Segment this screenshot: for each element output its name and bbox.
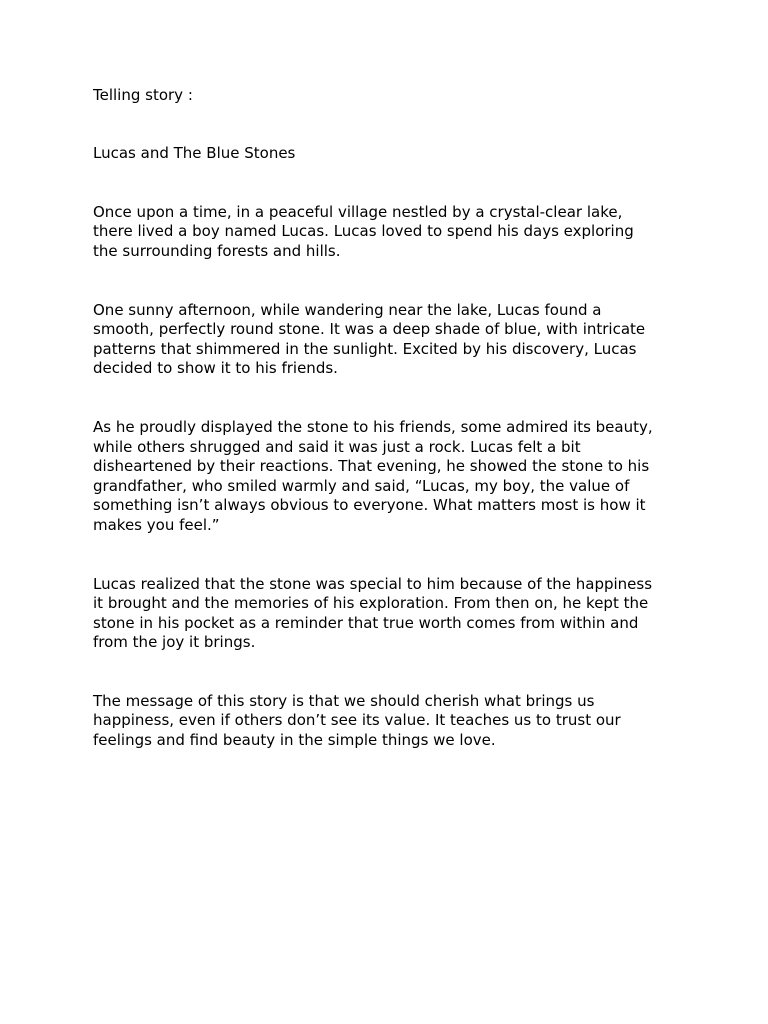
story-title: Lucas and The Blue Stones	[93, 144, 296, 163]
paragraph-spacer	[93, 379, 683, 418]
document-body	[93, 86, 683, 751]
paragraph-spacer	[93, 106, 683, 145]
paragraph-spacer	[93, 536, 683, 575]
story-moral-paragraph: The message of this story is that we should cherish what brings us happiness, even if others don’t see its value. It teaches us to trust our feelings and find beauty in the simple things we love.	[93, 691, 621, 750]
paragraph-3: As he proudly displayed the stone to his friends, some admired its beauty, while others shrugged and said it was just a rock. Lucas felt a bit disheartened by their reactions. That evening, he showed the stone to his grandfather, who smiled warmly and said, “Lucas, my boy, the value of something isn’t always obvious to everyone. What matters most is how it makes you feel.”	[93, 417, 653, 534]
paragraph-4: Lucas realized that the stone was special to him because of the happiness it brought and the memories of his exploration. From then on, he kept the stone in his pocket as a reminder that true worth comes from within and from the joy it brings.	[93, 574, 653, 652]
paragraph-spacer	[93, 164, 683, 203]
paragraph-1: Once upon a time, in a peaceful village nestled by a crystal-clear lake, there lived a boy named Lucas. Lucas loved to spend his days exploring the surrounding forests and hills.	[93, 202, 634, 260]
paragraph-spacer	[93, 653, 683, 692]
document-label: Telling story :	[93, 86, 193, 104]
paragraph-spacer	[93, 262, 683, 301]
paragraph-2: One sunny afternoon, while wandering near the lake, Lucas found a smooth, perfectly round stone. It was a deep shade of blue, with intricate patterns that shimmered in the sunlight. Excited by his discovery, Lucas decided to show it to his friends.	[93, 300, 646, 378]
